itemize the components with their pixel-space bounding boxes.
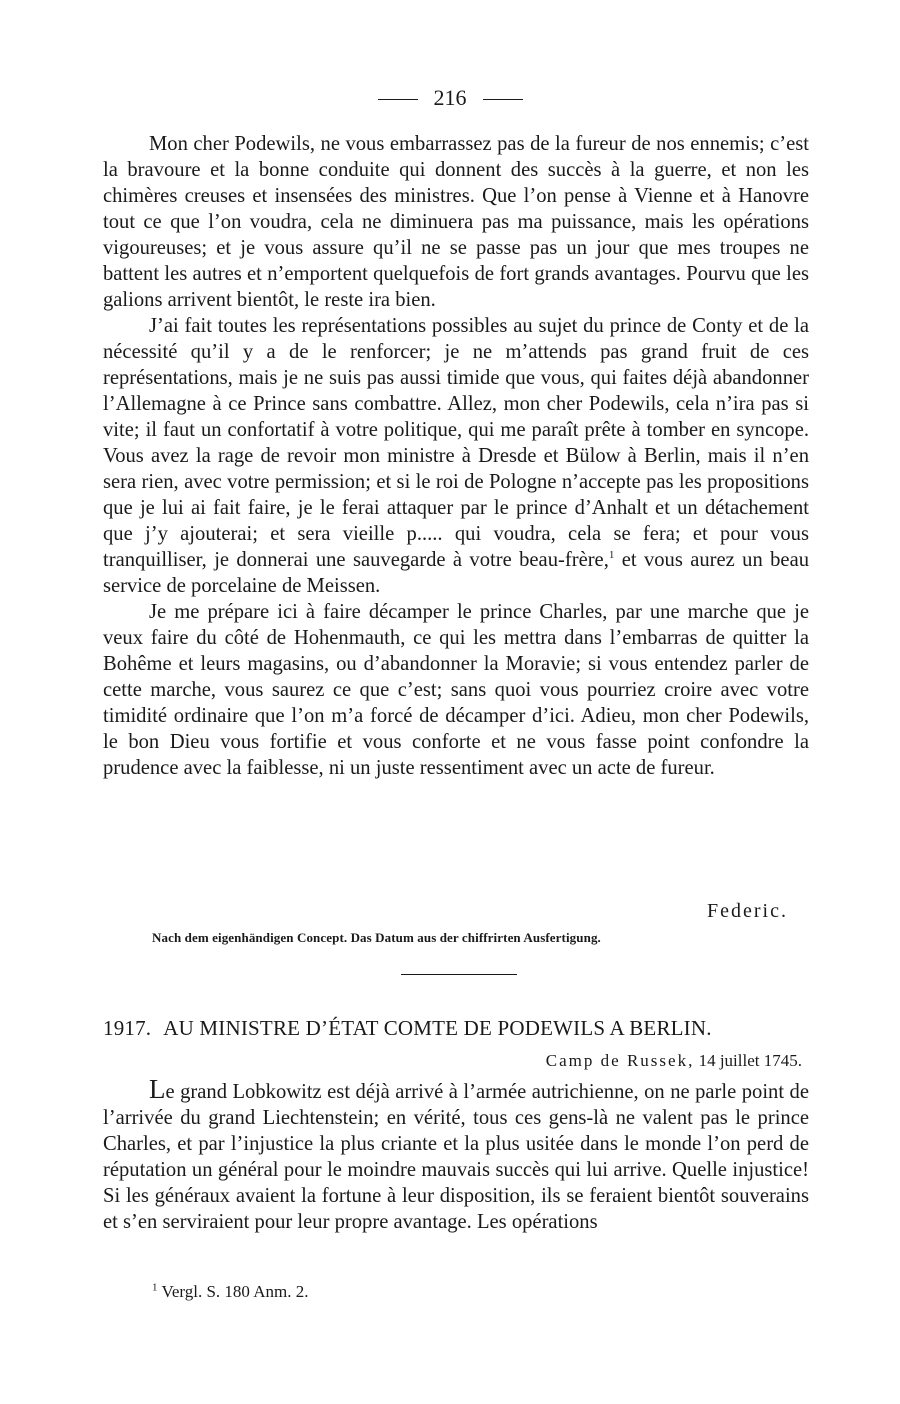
- paragraph-text: J’ai fait toutes les représentations possibles au sujet du prince de Conty et de la nécessité qu’il y a de le renforcer; je ne m’attends pas grand fruit de ces représentations, mais je ne suis pas aussi timide que vous, qui faites déjà abandonner l’Allemagne à ce Prince sans combattre. Allez, mon cher Podewils, cela n’ira pas si vite; il faut un confortatif à votre politique, qui me paraît prête à tomber en syncope. Vous avez la rage de revoir mon ministre à Dresde et Bülow à Berlin, mais il n’en sera rien, avec votre permission; et si le roi de Pologne n’accepte pas les propositions que je lui ai fait faire, je le ferai attaquer par le prince d’Anhalt et un détachement que j’y ajouterai; et sera vieille p..... qui voudra, cela se fera; et pour vous tranquilliser, je donnerai une sauvegarde à votre beau-frère,: [103, 315, 809, 571]
- section-divider: [401, 974, 517, 975]
- footnote-mark: 1: [152, 1281, 158, 1294]
- document-heading: [103, 1014, 811, 1042]
- footnote-text: Vergl. S. 180 Anm. 2.: [161, 1282, 309, 1301]
- header-dash-right: [483, 99, 523, 100]
- paragraph: Le grand Lobkowitz est déjà arrivé à l’armée autrichienne, on ne parle point de l’arrivée du grand Liechtenstein; en vérité, tous ces gens-là ne valent pas le prince Charles, et par l’injustice la plus criante et la plus usitée dans le monde l’on perd de réputation un général pour le moindre mauvais succès qui lui arrive. Quelle injustice! Si les généraux avaient la fortune à leur disposition, ils se feraient bientôt souverains et s’en serviraient pour leur propre avantage. Les opérations: [103, 1074, 809, 1233]
- paragraph: Je me prépare ici à faire décamper le prince Charles, par une marche que je veux faire du côté de Hohenmauth, ce qui les mettra dans l’embarras de quitter la Bohême et leurs magasins, ou d’abandonner la Moravie; si vous entendez parler de cette marche, vous saurez ce que c’est; sans quoi vous pourriez croire avec votre timidité ordinaire que l’on m’a forcé de décamper d’ici. Adieu, mon cher Podewils, le bon Dieu vous fortifie et vous conforte et ne vous fasse point confondre la prudence avec la faiblesse, ni un juste ressentiment avec un acte de fureur.: [103, 601, 809, 779]
- letter-body-2: [103, 1076, 809, 1235]
- footnote: [152, 1282, 309, 1302]
- dateline-date: 14 juillet 1745.: [698, 1051, 802, 1070]
- document-title: AU MINISTRE D’ÉTAT COMTE DE PODEWILS A BERLIN.: [163, 1016, 712, 1040]
- paragraph: Mon cher Podewils, ne vous embarrassez pas de la fureur de nos ennemis; c’est la bravoure et la bonne conduite qui donnent des succès à la guerre, et non les chimères creuses et insensées des ministres. Que l’on pense à Vienne et à Hanovre tout ce que l’on voudra, cela ne diminuera pas ma puissance, mais les opérations vigoureuses; et je vous assure qu’il ne se passe pas un jour que mes troupes ne battent les autres et n’emportent quelquefois de fort grands avantages. Pourvu que les galions arrivent bientôt, le reste ira bien.: [103, 133, 809, 311]
- document-number: 1917.: [103, 1016, 152, 1040]
- signature: Federic.: [707, 900, 788, 922]
- page-number: 216: [433, 85, 467, 110]
- page-header: [0, 84, 900, 112]
- dateline-place: Camp de Russek,: [545, 1051, 695, 1070]
- letter-body: [103, 131, 809, 781]
- paragraph: [103, 313, 809, 599]
- dateline: [546, 1051, 802, 1071]
- paragraph-text: et vous aurez un beau service de porcelaine de Meissen.: [103, 549, 810, 597]
- header-dash-left: [378, 99, 418, 100]
- footnote-reference[interactable]: 1: [608, 549, 615, 562]
- source-note: Nach dem eigenhändigen Concept. Das Datum aus der chiffrirten Ausfertigung.: [152, 930, 601, 945]
